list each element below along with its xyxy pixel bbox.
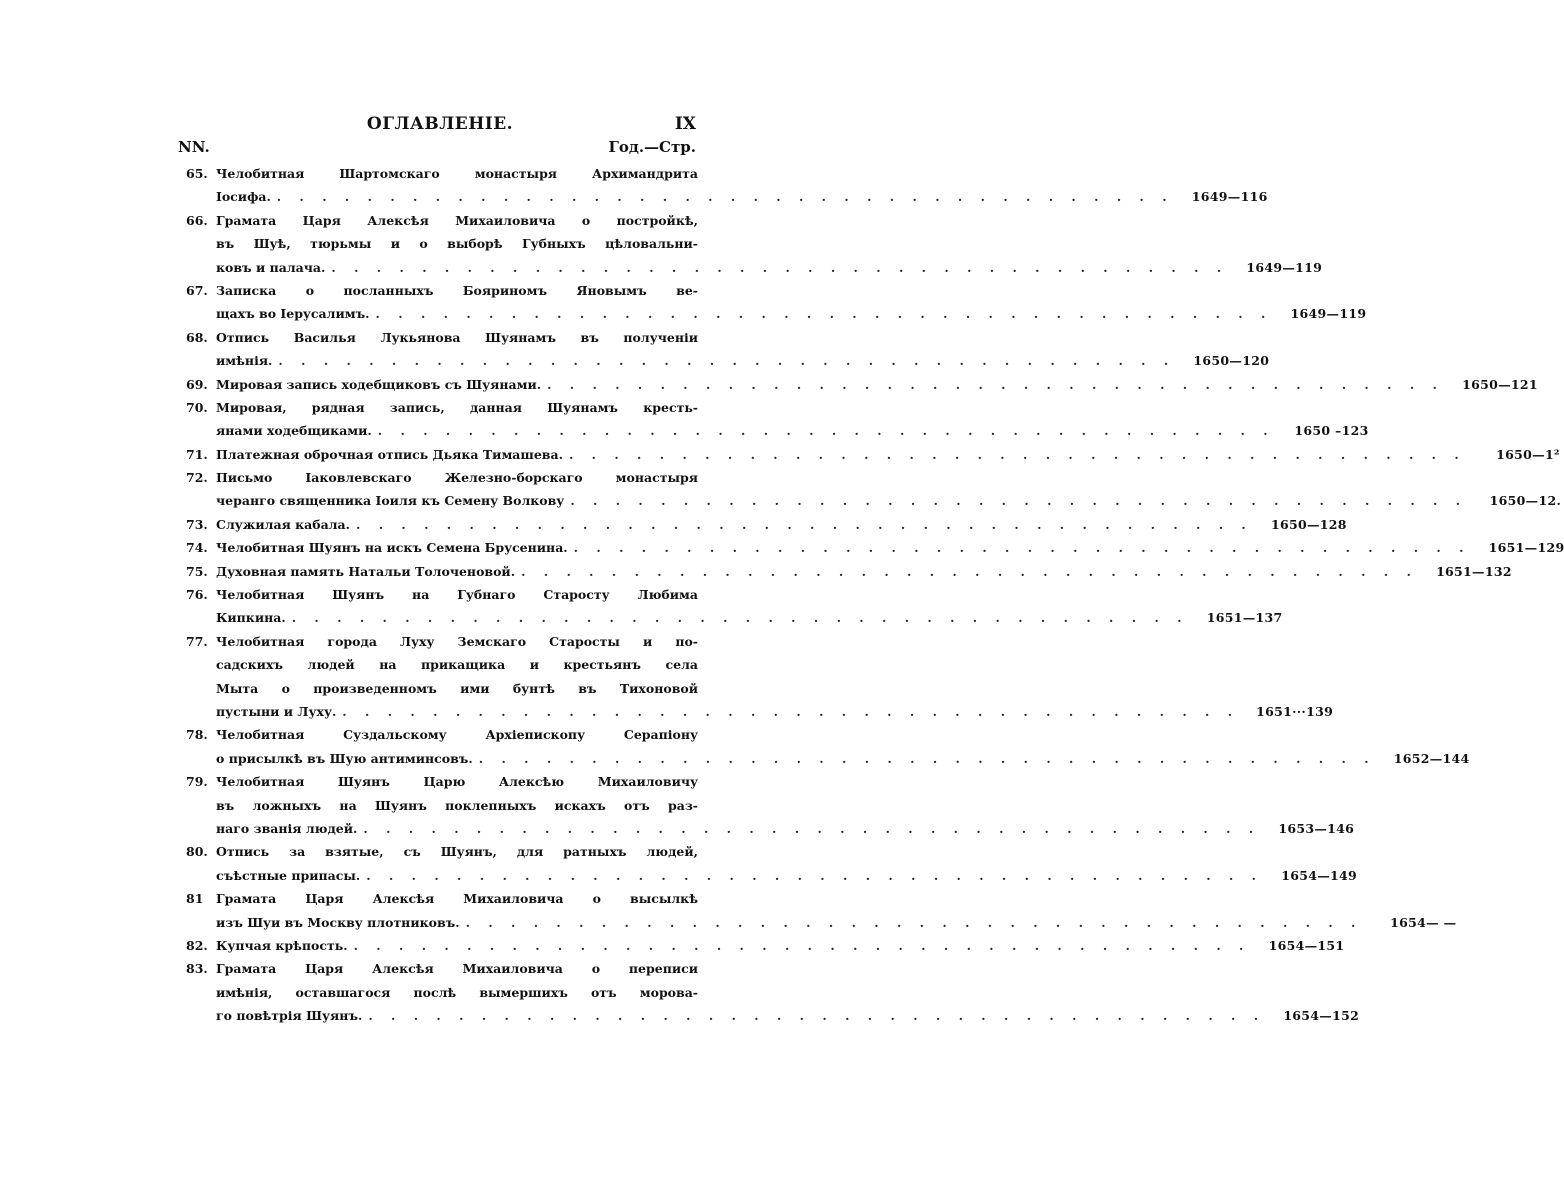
- toc-entry: [186, 209, 1323, 279]
- toc-entry-line: [186, 326, 698, 349]
- toc-entry-number: 68.: [186, 329, 208, 345]
- toc-entry: [186, 162, 1268, 209]
- toc-entry-line: [186, 677, 698, 700]
- leader-dots: . . . . . . . . . . . . . . . . . . . . . . . . . . . . . . . . . . . . . . . .: [353, 937, 1251, 953]
- toc-entry: [186, 373, 1538, 396]
- toc-entry-line: [186, 653, 698, 676]
- toc-entry-year-page: 1650 –123: [1294, 423, 1369, 439]
- leader-dots: . . . . . . . . . . . . . . . . . . . . . . . . . . . . . . . . . . . . . . . .: [573, 540, 1471, 556]
- toc-entry-text: [186, 443, 563, 466]
- toc-entry-title: Кипкина.: [216, 610, 286, 626]
- toc-entry: [186, 934, 1345, 957]
- toc-entry-year-page: 1654— —: [1390, 914, 1457, 930]
- toc-entry-line: [186, 419, 1369, 442]
- toc-entry-line: [186, 794, 698, 817]
- toc-entry-line: [186, 1004, 1360, 1027]
- toc-entry-number: 77.: [186, 633, 208, 649]
- toc-entry: [186, 957, 1360, 1027]
- toc-entry: [186, 279, 1367, 326]
- toc-entry-number: 71.: [186, 446, 208, 462]
- leader-dots: . . . . . . . . . . . . . . . . . . . . . . . . . . . . . . . . . . . . . . . .: [368, 1008, 1266, 1024]
- toc-entry-text: [216, 606, 286, 629]
- toc-entry-line: [186, 864, 1358, 887]
- toc-entry-year-page: 1654—151: [1268, 937, 1345, 953]
- toc-entry: [186, 536, 1564, 559]
- toc-entry-line: [186, 583, 698, 606]
- toc-entry-title: садскихъ людей на прикащика и крестьянъ села: [216, 657, 698, 673]
- toc-entry-title: въ ложныхъ на Шуянъ поклепныхъ искахъ отъ раз-: [216, 797, 698, 813]
- toc-entry: [186, 396, 1369, 443]
- toc-entry-text: [216, 302, 370, 325]
- toc-entry-line: [186, 443, 1560, 466]
- toc-entry-line: [186, 560, 1512, 583]
- toc-entry-title: Челобитная Шуянъ на Губнаго Старосту Любима: [216, 587, 698, 603]
- toc-entry-text: [186, 934, 348, 957]
- toc-entry-year-page: 1651—129: [1488, 540, 1564, 556]
- toc-entry-number: 72.: [186, 470, 208, 486]
- toc-entry-line: [186, 232, 698, 255]
- toc-entry-number: 70.: [186, 399, 208, 415]
- toc-entry-title: Іосифа.: [216, 189, 271, 205]
- toc-entry-year-page: 1650—121: [1462, 376, 1538, 392]
- toc-entry-title: Служилая кабала.: [216, 516, 350, 532]
- toc-entry-title: черанго священника Іоиля къ Семену Волкову: [216, 493, 565, 509]
- toc-entry-line: [186, 981, 698, 1004]
- toc-entry-line: [186, 911, 1457, 934]
- toc-entry-title: Грамата Царя Алексѣя Михаиловича о постройкѣ,: [216, 212, 698, 228]
- toc-entry-title: изъ Шуи въ Москву плотниковъ.: [216, 914, 460, 930]
- toc-entry-line: [186, 209, 698, 232]
- toc-entry-title: щахъ во Іерусалимъ.: [216, 306, 370, 322]
- toc-entry-year-page: 1650—12.: [1489, 493, 1562, 509]
- page-title: ОГЛАВЛЕНІЕ.: [366, 114, 514, 134]
- toc-entry-line: [186, 536, 1564, 559]
- toc-entry-year-page: 1652—144: [1393, 750, 1470, 766]
- toc-entry: [186, 840, 1358, 887]
- toc-entry-line: [186, 957, 698, 980]
- toc-entry-text: [216, 349, 272, 372]
- toc-entry-year-page: 1651—132: [1436, 563, 1512, 579]
- toc-entry-number: 78.: [186, 727, 208, 743]
- toc-entry-title: Платежная оброчная отпись Дьяка Тимашева.: [216, 446, 563, 462]
- toc-entry-title: имѣнія.: [216, 353, 273, 369]
- toc-entry-line: [186, 723, 698, 746]
- toc-entry-number: 82.: [186, 937, 208, 953]
- toc-entry-number: 81: [186, 891, 204, 907]
- leader-dots: . . . . . . . . . . . . . . . . . . . . . . . . . . . . . . . . . . . . . . . .: [568, 446, 1466, 462]
- toc-entry-text: [186, 513, 350, 536]
- toc-entry-text: [216, 911, 460, 934]
- leader-dots: . . . . . . . . . . . . . . . . . . . . . . . . . . . . . . . . . . . . . . . .: [478, 750, 1376, 766]
- leader-dots: . . . . . . . . . . . . . . . . . . . . . . . . . . . . . . . . . . . . . . . .: [375, 306, 1273, 322]
- toc-entry-text: [216, 256, 325, 279]
- leader-dots: . . . . . . . . . . . . . . . . . . . . . . . . . . . . . . . . . . . . . . . .: [363, 820, 1261, 836]
- toc-entry-title: въ Шуѣ, тюрьмы и о выборѣ Губныхъ цѣловальни-: [216, 236, 698, 252]
- toc-entry-line: [186, 700, 1334, 723]
- toc-entry-line: [186, 817, 1355, 840]
- leader-dots: . . . . . . . . . . . . . . . . . . . . . . . . . . . . . . . . . . . . . . . .: [342, 703, 1240, 719]
- toc-entry-line: [186, 349, 1270, 372]
- column-header-number: NN.: [178, 138, 210, 156]
- toc-entry-title: Челобитная Суздальскому Архіепископу Серапіону: [216, 727, 698, 743]
- column-header-year-page: Год.—Стр.: [608, 138, 696, 156]
- toc-entry: [186, 583, 1283, 630]
- page-header: [180, 114, 700, 140]
- toc-entry-title: пустыни и Луху.: [216, 703, 337, 719]
- toc-entry-year-page: 1650—1²: [1496, 446, 1560, 462]
- toc-entry: [186, 443, 1560, 466]
- toc-entry-title: Купчая крѣпость.: [216, 937, 348, 953]
- toc-entry-line: [186, 513, 1347, 536]
- toc-entry-title: съѣстные припасы.: [216, 867, 361, 883]
- toc-entry-year-page: 1654—152: [1283, 1008, 1360, 1024]
- toc-entry-line: [186, 934, 1345, 957]
- toc-entry-line: [186, 770, 698, 793]
- toc-entry-number: 80.: [186, 844, 208, 860]
- leader-dots: . . . . . . . . . . . . . . . . . . . . . . . . . . . . . . . . . . . . . . . .: [465, 914, 1363, 930]
- toc-entry-text: [216, 489, 564, 512]
- toc-entry-title: имѣнія, оставшагося послѣ вымершихъ отъ морова-: [216, 984, 698, 1000]
- toc-entry-year-page: 1649—119: [1246, 259, 1323, 275]
- toc-entry-year-page: 1651···139: [1256, 703, 1334, 719]
- toc-entry-title: янами ходебщиками.: [216, 423, 372, 439]
- toc-entry-year-page: 1653—146: [1278, 820, 1355, 836]
- toc-entry-number: 67.: [186, 282, 208, 298]
- toc-entry-line: [186, 747, 1470, 770]
- toc-entry-title: Грамата Царя Алексѣя Михаиловича о переписи: [216, 961, 698, 977]
- toc-entry-title: Записка о посланныхъ Бояриномъ Яновымъ ве-: [216, 282, 698, 298]
- toc-entry-line: [186, 887, 698, 910]
- toc-entry-title: Челобитная города Луху Земскаго Старосты и по-: [216, 633, 698, 649]
- toc-entry: [186, 770, 1355, 840]
- toc-entry-title: Челобитная Шартомскаго монастыря Архимандрита: [216, 166, 698, 181]
- toc-entry-line: [186, 396, 698, 419]
- toc-entry-title: го повѣтрія Шуянъ.: [216, 1008, 363, 1024]
- leader-dots: . . . . . . . . . . . . . . . . . . . . . . . . . . . . . . . . . . . . . . . .: [331, 259, 1229, 275]
- toc-entry-line: [186, 466, 698, 489]
- leader-dots: . . . . . . . . . . . . . . . . . . . . . . . . . . . . . . . . . . . . . . . .: [355, 516, 1253, 532]
- toc-entry-line: [186, 302, 1367, 325]
- page-number: IX: [674, 114, 696, 134]
- toc-entry-year-page: 1649—119: [1290, 306, 1367, 322]
- toc-entry-year-page: 1651—137: [1206, 610, 1283, 626]
- toc-entry: [186, 513, 1347, 536]
- toc-entry-title: Мировая запись ходебщиковъ съ Шуянами.: [216, 376, 542, 392]
- toc-entry-text: [216, 817, 357, 840]
- toc-entry: [186, 466, 1562, 513]
- toc-entry-number: 76.: [186, 587, 208, 603]
- toc-entry-line: [186, 185, 1268, 208]
- toc-entry-number: 79.: [186, 774, 208, 790]
- column-headers: [178, 138, 698, 160]
- toc-entry-line: [186, 256, 1323, 279]
- toc-entry-line: [186, 373, 1538, 396]
- toc-entry-text: [186, 560, 515, 583]
- toc-entry-title: Челобитная Шуянъ на искъ Семена Брусенина.: [216, 540, 568, 556]
- leader-dots: . . . . . . . . . . . . . . . . . . . . . . . . . . . . . . . . . . . . . . . .: [570, 493, 1468, 509]
- toc-entry-year-page: 1649—116: [1191, 189, 1268, 205]
- toc-entry-title: Духовная память Натальи Толоченовой.: [216, 563, 516, 579]
- toc-entry-line: [186, 840, 698, 863]
- toc-entry-title: Отпись за взятые, съ Шуянъ, для ратныхъ людей,: [216, 844, 698, 860]
- toc-entry-line: [186, 162, 698, 185]
- toc-entry-number: 75.: [186, 563, 208, 579]
- toc-entry-year-page: 1650—128: [1270, 516, 1347, 532]
- toc-entry-title: ковъ и палача.: [216, 259, 326, 275]
- leader-dots: . . . . . . . . . . . . . . . . . . . . . . . . . . . . . . . . . . . . . . . .: [278, 353, 1176, 369]
- toc-entry: [186, 723, 1470, 770]
- toc-entry-text: [216, 700, 336, 723]
- toc-entry-year-page: 1650—120: [1193, 353, 1270, 369]
- toc-entry-text: [216, 1004, 362, 1027]
- toc-entry-year-page: 1654—149: [1281, 867, 1358, 883]
- toc-entry: [186, 630, 1334, 724]
- toc-entry-number: 83.: [186, 961, 208, 977]
- toc-entry: [186, 560, 1512, 583]
- toc-entry-title: о присылкѣ въ Шую антиминсовъ.: [216, 750, 473, 766]
- toc-entry-number: 69.: [186, 376, 208, 392]
- toc-entry-title: Мыта о произведенномъ ими бунтѣ въ Тихоновой: [216, 680, 698, 696]
- toc-entry-text: [216, 419, 372, 442]
- leader-dots: . . . . . . . . . . . . . . . . . . . . . . . . . . . . . . . . . . . . . . . .: [291, 610, 1189, 626]
- leader-dots: . . . . . . . . . . . . . . . . . . . . . . . . . . . . . . . . . . . . . . . .: [521, 563, 1418, 579]
- toc-entry-title: Челобитная Шуянъ Царю Алексѣю Михаиловичу: [216, 774, 698, 790]
- toc-entry-text: [216, 864, 360, 887]
- toc-entry-text: [216, 185, 271, 208]
- toc-entry-text: [186, 536, 568, 559]
- toc-entry-line: [186, 489, 1562, 512]
- toc-entry-number: 73.: [186, 516, 208, 532]
- leader-dots: . . . . . . . . . . . . . . . . . . . . . . . . . . . . . . . . . . . . . . . .: [547, 376, 1444, 392]
- toc-entry-number: 74.: [186, 540, 208, 556]
- toc-entry-number: 65.: [186, 166, 208, 181]
- toc-entry-text: [216, 747, 473, 770]
- toc-entry-number: 66.: [186, 212, 208, 228]
- leader-dots: . . . . . . . . . . . . . . . . . . . . . . . . . . . . . . . . . . . . . . . .: [276, 189, 1174, 205]
- toc-entry-text: [186, 373, 541, 396]
- leader-dots: . . . . . . . . . . . . . . . . . . . . . . . . . . . . . . . . . . . . . . . .: [377, 423, 1275, 439]
- toc-entry-title: Грамата Царя Алексѣя Михаиловича о высылкѣ: [216, 891, 698, 907]
- table-of-contents: [186, 162, 1564, 1027]
- toc-entry: [186, 887, 1457, 934]
- leader-dots: . . . . . . . . . . . . . . . . . . . . . . . . . . . . . . . . . . . . . . . .: [366, 867, 1264, 883]
- toc-entry: [186, 326, 1270, 373]
- toc-entry-title: Мировая, рядная запись, данная Шуянамъ кресть-: [216, 399, 698, 415]
- toc-entry-title: наго званія людей.: [216, 820, 358, 836]
- toc-entry-title: Письмо Іаковлевскаго Железно-борскаго монастыря: [216, 470, 698, 486]
- toc-entry-line: [186, 279, 698, 302]
- toc-entry-line: [186, 606, 1283, 629]
- toc-entry-line: [186, 630, 698, 653]
- toc-entry-title: Отпись Василья Лукьянова Шуянамъ въ полученіи: [216, 329, 698, 345]
